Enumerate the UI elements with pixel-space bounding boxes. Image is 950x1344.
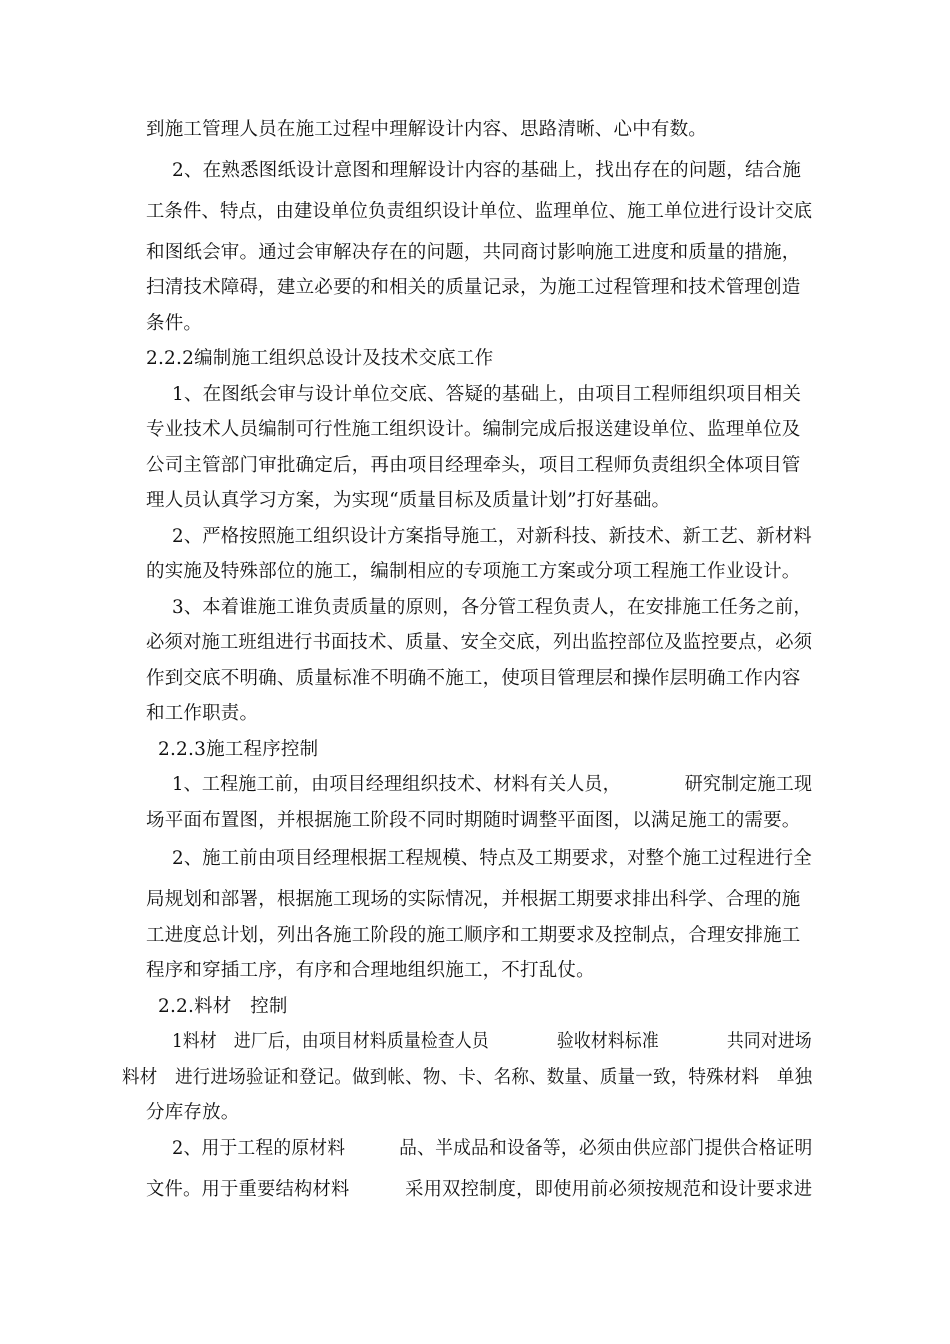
text-line-19: 1、工程施工前，由项目经理组织技术、材料有关人员， 研究制定施工现	[172, 774, 813, 795]
text-line-10: 公司主管部门审批确定后，再由项目经理牵头，项目工程师负责组织全体项目管	[146, 455, 801, 476]
text-line-2: 2、在熟悉图纸设计意图和理解设计内容的基础上，找出存在的问题，结合施	[172, 160, 802, 181]
text-line-22: 局规划和部署，根据施工现场的实际情况，并根据工期要求排出科学、合理的施	[146, 889, 801, 910]
text-line-24: 程序和穿插工序，有序和合理地组织施工，不打乱仗。	[146, 960, 595, 981]
text-line-26: 1料材 进厂后，由项目材料质量检查人员 验收材料标准 共同对进场	[172, 1031, 812, 1052]
text-line-28: 分库存放。	[146, 1102, 240, 1123]
text-line-29: 2、用于工程的原材料 品、半成品和设备等，必须由供应部门提供合格证明	[172, 1138, 813, 1159]
text-line-6: 条件。	[146, 313, 203, 334]
text-line-4: 和图纸会审。通过会审解决存在的问题，共同商讨影响施工进度和质量的措施，	[146, 242, 801, 263]
text-line-12: 2、严格按照施工组织设计方案指导施工，对新科技、新技术、新工艺、新材料	[172, 526, 812, 547]
text-line-11: 理人员认真学习方案，为实现“质量目标及质量计划”打好基础。	[146, 490, 671, 511]
text-line-20: 场平面布置图，并根据施工阶段不同时期随时调整平面图，以满足施工的需要。	[146, 810, 801, 831]
text-line-30: 文件。用于重要结构材料 采用双控制度，即使用前必须按规范和设计要求进	[146, 1179, 813, 1200]
text-line-21: 2、施工前由项目经理根据工程规模、特点及工期要求，对整个施工过程进行全	[172, 848, 812, 869]
section-heading-2-2-2: 2.2.2编制施工组织总设计及技术交底工作	[146, 348, 494, 369]
text-line-13: 的实施及特殊部位的施工，编制相应的专项施工方案或分项工程施工作业设计。	[146, 561, 801, 582]
text-line-9: 专业技术人员编制可行性施工组织设计。编制完成后报送建设单位、监理单位及	[146, 419, 801, 440]
text-line-23: 工进度总计划，列出各施工阶段的施工顺序和工期要求及控制点，合理安排施工	[146, 925, 801, 946]
text-line-27: 料材 进行进场验证和登记。做到帐、物、卡、名称、数量、质量一致，特殊材料 单独	[122, 1067, 813, 1088]
text-line-14: 3、本着谁施工谁负责质量的原则，各分管工程负责人，在安排施工任务之前，	[172, 597, 812, 618]
section-heading-2-2-3: 2.2.3施工程序控制	[158, 739, 319, 760]
text-line-3: 工条件、特点，由建设单位负责组织设计单位、监理单位、施工单位进行设计交底	[146, 201, 813, 222]
text-line-15: 必须对施工班组进行书面技术、质量、安全交底，列出监控部位及监控要点，必须	[146, 632, 813, 653]
text-line-16: 作到交底不明确、质量标准不明确不施工，使项目管理层和操作层明确工作内容	[146, 668, 801, 689]
text-line-8: 1、在图纸会审与设计单位交底、答疑的基础上，由项目工程师组织项目相关	[172, 384, 802, 405]
section-heading-2-2-4: 2.2.料材 控制	[158, 996, 288, 1017]
text-line-5: 扫清技术障碍，建立必要的和相关的质量记录，为施工过程管理和技术管理创造	[146, 277, 801, 298]
text-line-17: 和工作职责。	[146, 703, 259, 724]
text-line-1: 到施工管理人员在施工过程中理解设计内容、思路清晰、心中有数。	[146, 119, 708, 140]
